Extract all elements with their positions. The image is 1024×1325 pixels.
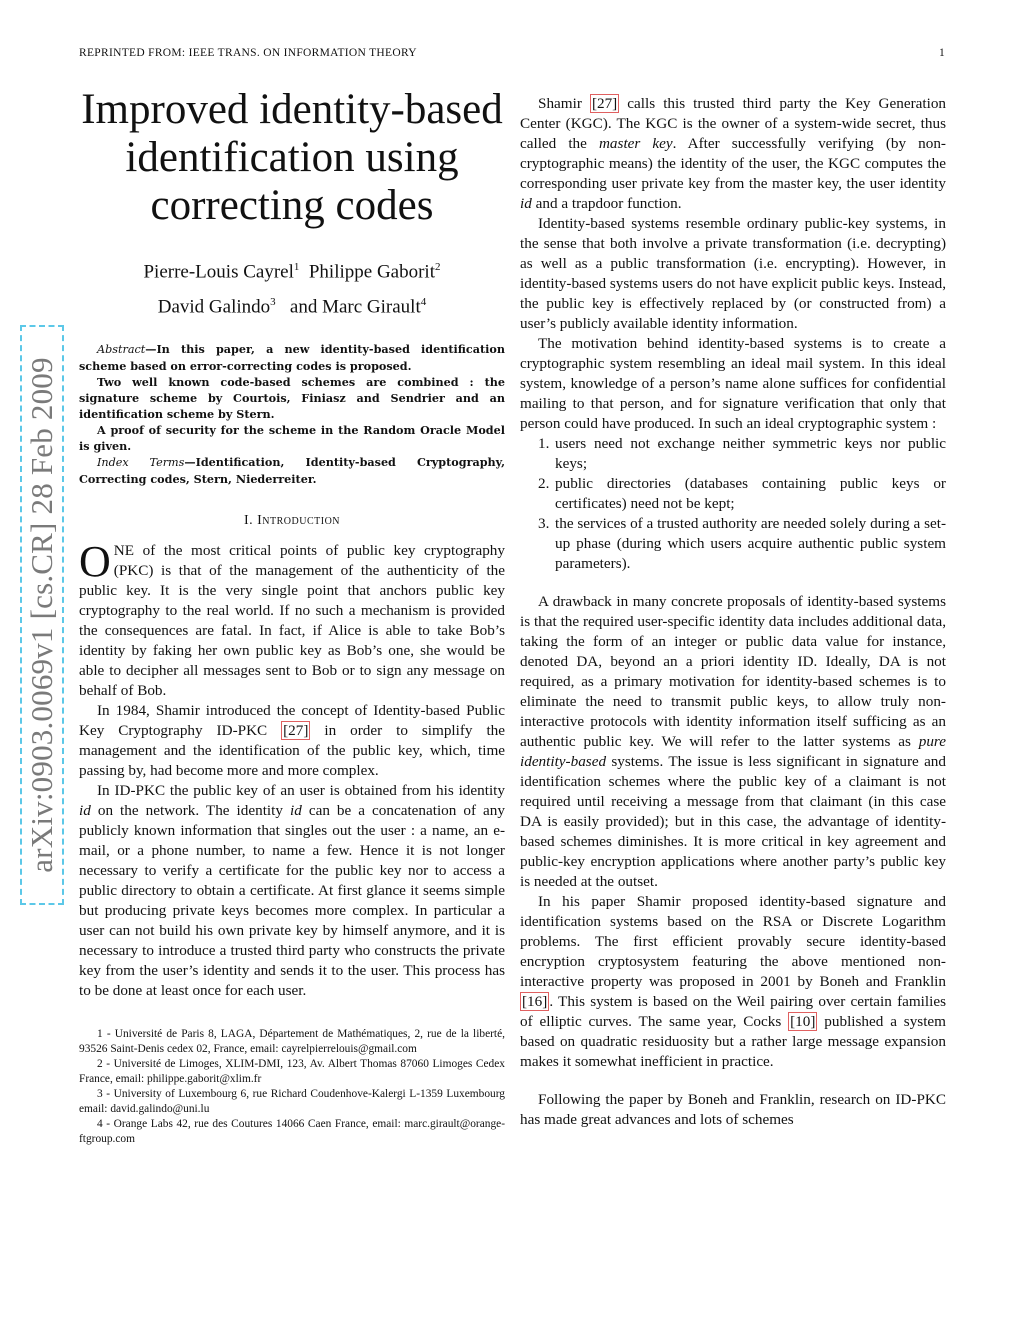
intro-text-2b: in order to simplify the management and the identification of the public key, which, time passing by, had become more and more complex. [79,721,505,779]
intro-paragraph-2 [79,701,505,781]
right-text-5a: In his paper Shamir proposed identity-based signature and identification systems based on the RSA or Discrete Logarithm problems. The first efficient provably secure identity-based encryption cryptosystem featuring the above mentioned non-interactive property was proposed in 2001 by Boneh and Franklin [520,893,946,990]
author-line-1 [79,252,505,287]
right-paragraph-1 [520,94,946,214]
intro-paragraph-3 [79,781,505,1001]
abstract-text-1: —In this paper, a new identity-based identification scheme based on error-correcting codes is proposed. [79,341,505,373]
intro-text-3b: on the network. The identity [90,801,290,819]
intro-paragraph-1 [79,536,505,701]
right-text-5c: published a system based on quadratic residuosity but a rather large message expansion makes it somewhat inefficient in practice. [520,1013,946,1070]
right-paragraph-6: Following the paper by Boneh and Franklin, research on ID-PKC has made great advances and lots of schemes [520,1091,946,1128]
author-gaborit: Philippe Gaborit [308,261,435,283]
footnote-2: 2 - Université de Limoges, XLIM-DMI, 123, Av. Albert Thomas 87060 Limoges Cedex France, email: philippe.gaborit@xlim.fr [79,1057,505,1085]
right-text-1c: . After successfully verifying (by non-cryptographic means) the identity of the user, the KGC computes the corresponding user private key from the master key, the user identity [520,135,946,192]
author-girault: and Marc Girault [289,296,421,318]
author-cayrel: Pierre-Louis Cayrel [143,261,294,283]
title-line-3: correcting codes [150,182,434,229]
affiliation-mark: 4 [420,296,427,309]
abstract-paragraph-1 [79,341,505,374]
section-title: Introduction [257,512,341,528]
right-text-4b: systems. The issue is less significant in signature and identification schemes where the public key of a claimant is not required until receiving a message from that claimant (in this case DA is easily provided); but in this case, the advantage of identity-based schemes diminishes. It is more critical in key agreement and public-key encryption applications where another party’s public key is needed at the outset. [520,753,946,890]
pure-identity-term: pure identity-based [520,733,946,770]
intro-text-2a: In 1984, Shamir introduced the concept of Identity-based Public Key Cryptography ID-PKC [79,701,505,739]
section-heading-introduction [79,513,505,529]
master-key-term: master key [598,135,673,152]
footnote-4: 4 - Orange Labs 42, rue des Coutures 14066 Caen France, email: marc.girault@orange-ftgroup.com [79,1117,505,1145]
running-head [79,47,945,59]
arxiv-stamp[interactable] [20,325,64,905]
page-number: 1 [938,47,945,59]
footnote-3: 3 - University of Luxembourg 6, rue Richard Coudenhove-Kalergi L-1359 Luxembourg email: david.galindo@uni.lu [79,1087,505,1115]
right-text-5b: . This system is based on the Weil pairing over certain families of elliptic curves. The same year, Cocks [520,993,946,1030]
author-galindo: David Galindo [157,296,271,318]
affiliation-mark: 1 [293,261,300,273]
index-terms-label: Index Terms [97,455,185,469]
section-number: I. [243,512,254,528]
list-text: public directories (databases containing public keys or certificates) need not be kept; [555,475,946,512]
intro-text-3c: can be a concatenation of any publicly known information that singles out the user : a name, an e-mail, or a phone number, to name a few. Hence it is not longer necessary to verify a certificate for the public key nor to access a public directory to obtain a certificate. At first glance it seems simple but producing private keys becomes more complex. In particular a user can not build his own private key by himself anymore, and it is necessary to introduce a trusted third party who constructs the private key from the user’s identity and sends it to the user. This process has to be done at least once for each user. [79,801,505,999]
citation-link[interactable]: [16] [522,993,548,1010]
footnote-1: 1 - Université de Paris 8, LAGA, Département de Mathématiques, 2, rue de la liberté, 93526 Saint-Denis cedex 02, France, email: cayrelpierrelouis@gmail.com [79,1027,505,1055]
right-text-1d: and a trapdoor function. [531,195,682,212]
arxiv-stamp-text: arXiv:0903.0069v1 [cs.CR] 28 Feb 2009 [24,357,59,873]
citation-link[interactable]: [27] [283,721,309,739]
affiliation-footnotes [79,1027,505,1147]
right-paragraph-4 [520,592,946,892]
abstract-paragraph-2: Two well known code-based schemes are combined : the signature scheme by Courtois, Finiasz and Sendrier and an identification scheme by Stern. [79,374,505,421]
list-number: 1. [538,435,550,452]
identity-symbol: id [289,801,302,819]
right-text-1a: Shamir [538,95,590,112]
abstract-paragraph-3: A proof of security for the scheme in the Random Oracle Model is given. [79,422,505,453]
list-text: users need not exchange neither symmetric keys nor public keys; [555,435,946,472]
citation-link[interactable]: [10] [790,1013,816,1030]
list-number: 2. [538,475,550,492]
identity-symbol: id [79,801,91,819]
list-item [520,514,946,574]
title-line-2: identification using [125,134,459,181]
intro-text-3a: In ID-PKC the public key of an user is obtained from his identity [97,781,505,799]
right-paragraph-2: Identity-based systems resemble ordinary public-key systems, in the sense that both involve a private transformation (i.e. decrypting) as well as a public transformation (i.e. encrypting). However, in identity-based systems users do not have explicit public keys. Instead, the public key is effectively replaced by (or constructed from) a user’s publicly available identity information. [520,215,946,332]
index-terms-text: —Identification, Identity-based Cryptography, Correcting codes, Stern, Niederreiter. [79,454,505,486]
right-text-1b: calls this trusted third party the Key Generation Center (KGC). The KGC is the owner of a system-wide secret, thus called the [520,95,947,152]
affiliation-mark: 3 [270,296,276,309]
running-title: REPRINTED FROM: IEEE TRANS. ON INFORMATION THEORY [79,47,417,59]
list-item [520,474,946,514]
spacer [520,1072,946,1090]
drop-cap: O [79,536,111,586]
abstract [79,341,505,487]
left-column [79,86,505,1147]
list-number: 3. [538,515,550,532]
ideal-system-list [520,434,946,574]
author-list [79,252,505,323]
list-text: the services of a trusted authority are needed solely during a set-up phase (during which users acquire authentic public system parameters). [555,515,946,572]
right-column [520,94,946,1130]
right-paragraph-3: The motivation behind identity-based systems is to create a cryptographic system resembling an ideal mail system. In this ideal system, knowledge of a person’s name alone suffices for confidential mailing to that person, and for signature verification that only that person could have produced. In such an ideal cryptographic system : [520,335,946,432]
citation-link[interactable]: [27] [591,95,618,112]
index-terms [79,454,505,487]
title-line-1: Improved identity-based [81,86,503,133]
intro-text-1: NE of the most critical points of public key cryptography (PKC) is that of the management of the authenticity of the public key. It is the very single point that anchors public key cryptography to the real world. If no such a mechanism is provided the consequences are fatal. In fact, if Alice is able to take Bob’s identity by faking her own public key as Bob’s one, she would be able to decipher all messages sent to Bob or to sign any message on behalf of Bob. [79,541,505,699]
abstract-label: Abstract [97,342,146,356]
right-paragraph-5 [520,892,946,1072]
identity-symbol: id [520,195,532,212]
affiliation-mark: 2 [435,261,441,273]
spacer [520,574,946,592]
paper-title [79,86,505,230]
list-item [520,434,946,474]
right-text-4a: A drawback in many concrete proposals of identity-based systems is that the required user-specific identity data includes additional data, taking the form of an integer or public data value for instance, denoted DA, beyond an a priori identity ID. Ideally, DA is not required, as a primary motivation for identity-based schemes is to eliminate the need to transmit public keys, to allow truly non-interactive protocols with identity information itself sufficing as an authentic public key. We will refer to the latter systems as [520,593,946,750]
introduction-body [79,536,505,1001]
author-line-2 [79,287,505,322]
